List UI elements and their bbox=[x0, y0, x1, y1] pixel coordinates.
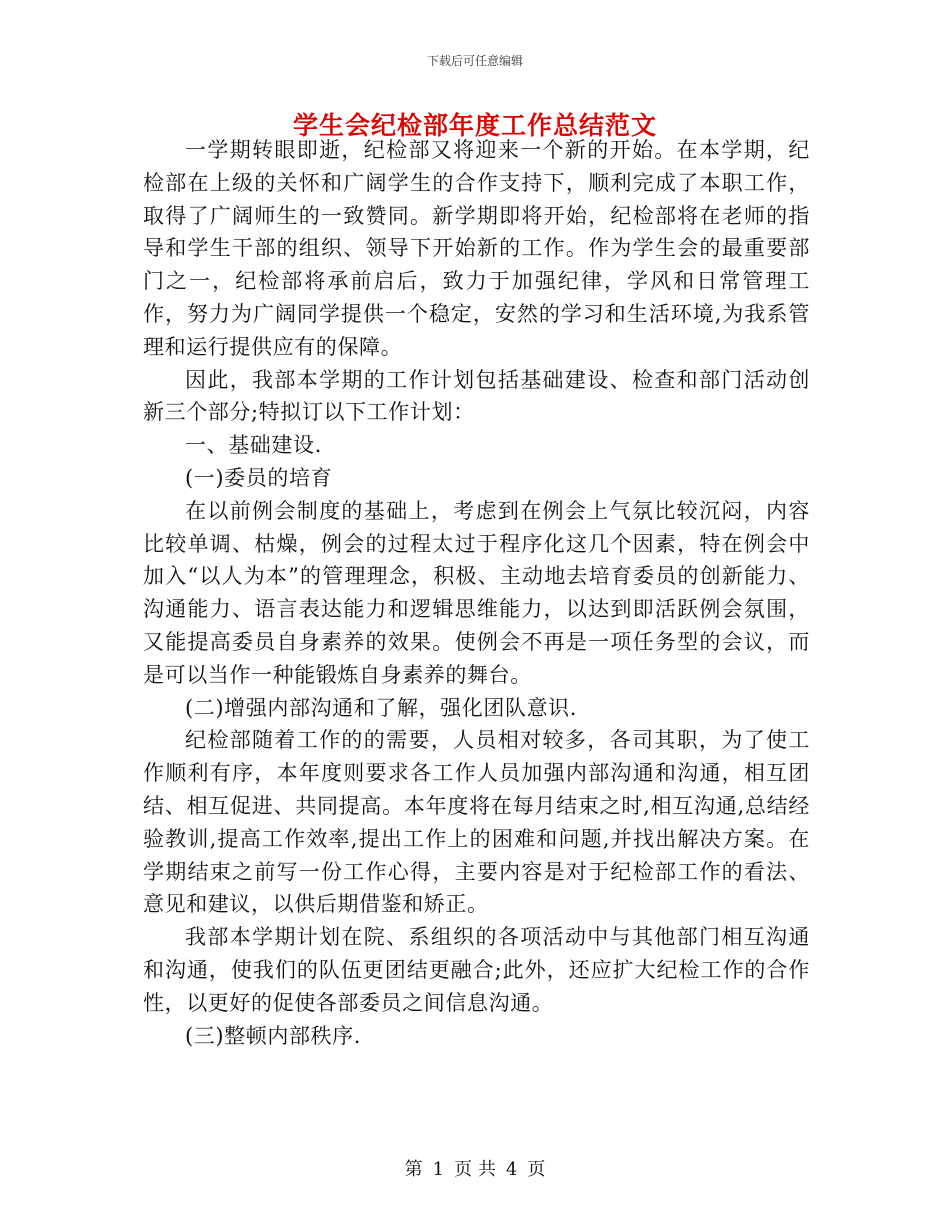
page-footer bbox=[0, 1155, 950, 1181]
header-note: 下载后可任意编辑 bbox=[426, 54, 523, 68]
document-body bbox=[143, 134, 810, 1052]
section-heading-basic-construction: 一、基础建设. bbox=[185, 433, 322, 458]
subsection-heading-internal-communication: (二)增强内部沟通和了解，强化团队意识. bbox=[185, 695, 578, 720]
footer-prefix: 第 bbox=[404, 1159, 423, 1180]
subsection-heading-internal-order: (三)整顿内部秩序. bbox=[185, 1023, 362, 1048]
paragraph-cross-department: 我部本学期计划在院、系组织的各项活动中与其他部门相互沟通和沟通，使我们的队伍更团结更融合;此外，还应扩大纪检工作的合作性，以更好的促使各部委员之间信息沟通。 bbox=[143, 925, 810, 1015]
paragraph-intro: 一学期转眼即逝，纪检部又将迎来一个新的开始。在本学期，纪检部在上级的关怀和广阔学生的合作支持下，顺利完成了本职工作，取得了广阔师生的一致赞同。新学期即将开始，纪检部将在老师的指导和学生干部的组织、领导下开始新的工作。作为学生会的最重要部门之一，纪检部将承前启后，致力于加强纪律，学风和日常管理工作，努力为广阔同学提供一个稳定，安然的学习和生活环境,为我系管理和运行提供应有的保障。 bbox=[143, 138, 810, 359]
paragraph-plan-overview: 因此，我部本学期的工作计划包括基础建设、检查和部门活动创新三个部分;特拟订以下工作计划： bbox=[143, 367, 810, 425]
document-title: 学生会纪检部年度工作总结范文 bbox=[292, 111, 657, 140]
footer-middle: 页 共 bbox=[454, 1159, 496, 1180]
subsection-heading-member-training: (一)委员的培育 bbox=[185, 465, 333, 490]
footer-total-pages: 4 bbox=[505, 1159, 518, 1180]
footer-page-number: 1 bbox=[432, 1159, 445, 1180]
paragraph-member-training: 在以前例会制度的基础上，考虑到在例会上气氛比较沉闷，内容比较单调、枯燥，例会的过程太过于程序化这几个因素，特在例会中加入“以人为本”的管理理念，积极、主动地去培育委员的创新能力、沟通能力、语言表达能力和逻辑思维能力，以达到即活跃例会氛围，又能提高委员自身素养的效果。使例会不再是一项任务型的会议，而是可以当作一种能锻炼自身素养的舞台。 bbox=[143, 498, 810, 687]
footer-suffix: 页 bbox=[527, 1159, 546, 1180]
paragraph-internal-communication: 纪检部随着工作的的需要，人员相对较多，各司其职，为了使工作顺利有序，本年度则要求各工作人员加强内部沟通和沟通，相互团结、相互促进、共同提高。本年度将在每月结束之时,相互沟通,总结经验教训,提高工作效率,提出工作上的困难和问题,并找出解决方案。在学期结束之前写一份工作心得，主要内容是对于纪检部工作的看法、意见和建议，以供后期借鉴和矫正。 bbox=[143, 728, 810, 917]
